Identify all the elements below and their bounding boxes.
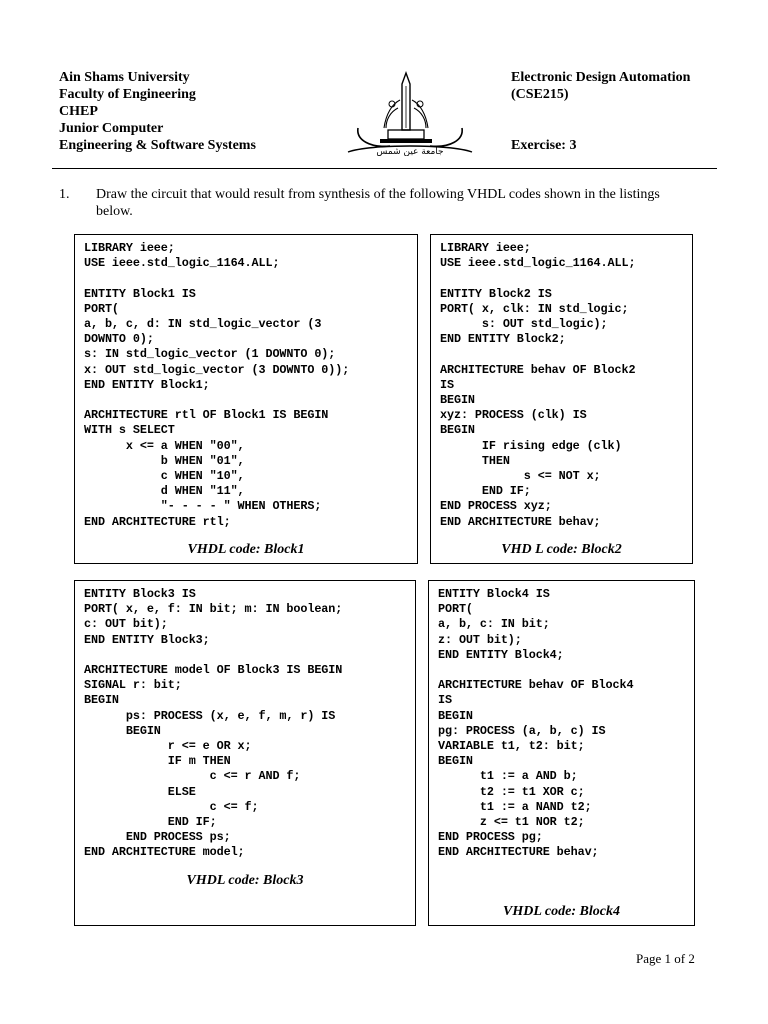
exercise-number: Exercise: 3 bbox=[511, 138, 577, 153]
caption-block4: VHDL code: Block4 bbox=[503, 904, 620, 919]
caption-block1: VHDL code: Block1 bbox=[187, 542, 305, 557]
code-block1: LIBRARY ieee; USE ieee.std_logic_1164.ALL; ENTITY Block1 IS PORT( a, b, c, d: IN std_logic_vector (3 DOWNTO 0); s: IN std_logic_vector (1 DOWNTO 0); x: OUT std_logic_vector (3 DOWNTO 0)); END ENTITY Block1; ARCHITECTURE rtl OF Block1 IS BEGIN WITH s SELECT x <= a WHEN "00", b WHEN "01", c WHEN "10", d WHEN "11", "- - - - " WHEN OTHERS; END ARCHITECTURE rtl; bbox=[84, 241, 350, 529]
spacer bbox=[511, 103, 690, 120]
code-block4: ENTITY Block4 IS PORT( a, b, c: IN bit; z: OUT bit); END ENTITY Block4; ARCHITECTURE behav OF Block4 IS BEGIN pg: PROCESS (a, b, c) IS VARIABLE t1, t2: bit; BEGIN t1 := a AND b; t2 := t1 XOR c; t1 := a NAND t2; z <= t1 NOR t2; END PROCESS pg; END ARCHITECTURE behav; bbox=[438, 587, 634, 860]
course-title: Electronic Design Automation bbox=[511, 70, 691, 85]
caption-block2: VHD L code: Block2 bbox=[501, 542, 622, 557]
logo-text: جامعة عين شمس bbox=[376, 147, 444, 156]
listing-block4 bbox=[428, 580, 695, 926]
listing-block1 bbox=[74, 234, 418, 564]
university-info bbox=[59, 69, 256, 154]
caption-block3: VHDL code: Block3 bbox=[186, 873, 304, 888]
page-number: Page 1 of 2 bbox=[636, 951, 695, 966]
department-line-1: Junior Computer bbox=[59, 121, 164, 136]
university-logo-icon bbox=[340, 70, 480, 156]
course-info bbox=[511, 69, 690, 154]
code-block2: LIBRARY ieee; USE ieee.std_logic_1164.ALL; ENTITY Block2 IS PORT( x, clk: IN std_logic; s: OUT std_logic); END ENTITY Block2; ARCHITECTURE behav OF Block2 IS BEGIN xyz: PROCESS (clk) IS BEGIN IF rising edge (clk) THEN s <= NOT x; END IF; END PROCESS xyz; END ARCHITECTURE behav; bbox=[440, 241, 636, 529]
faculty-name: Faculty of Engineering bbox=[59, 87, 196, 102]
department-line-2: Engineering & Software Systems bbox=[59, 138, 256, 153]
listing-block3 bbox=[74, 580, 416, 926]
code-block3: ENTITY Block3 IS PORT( x, e, f: IN bit; m: IN boolean; c: OUT bit); END ENTITY Block3; ARCHITECTURE model OF Block3 IS BEGIN SIGNAL r: bit; BEGIN ps: PROCESS (x, e, f, m, r) IS BEGIN r <= e OR x; IF m THEN c <= r AND f; ELSE c <= f; END IF; END PROCESS ps; END ARCHITECTURE model; bbox=[84, 587, 343, 860]
listing-block2 bbox=[430, 234, 693, 564]
program-name: CHEP bbox=[59, 104, 98, 119]
question-number: 1. bbox=[59, 187, 70, 202]
university-name: Ain Shams University bbox=[59, 70, 190, 85]
question-text: Draw the circuit that would result from synthesis of the following VHDL codes shown in the listings below. bbox=[96, 187, 660, 219]
spacer bbox=[511, 120, 690, 137]
header-divider bbox=[52, 168, 717, 169]
course-code: (CSE215) bbox=[511, 87, 569, 102]
